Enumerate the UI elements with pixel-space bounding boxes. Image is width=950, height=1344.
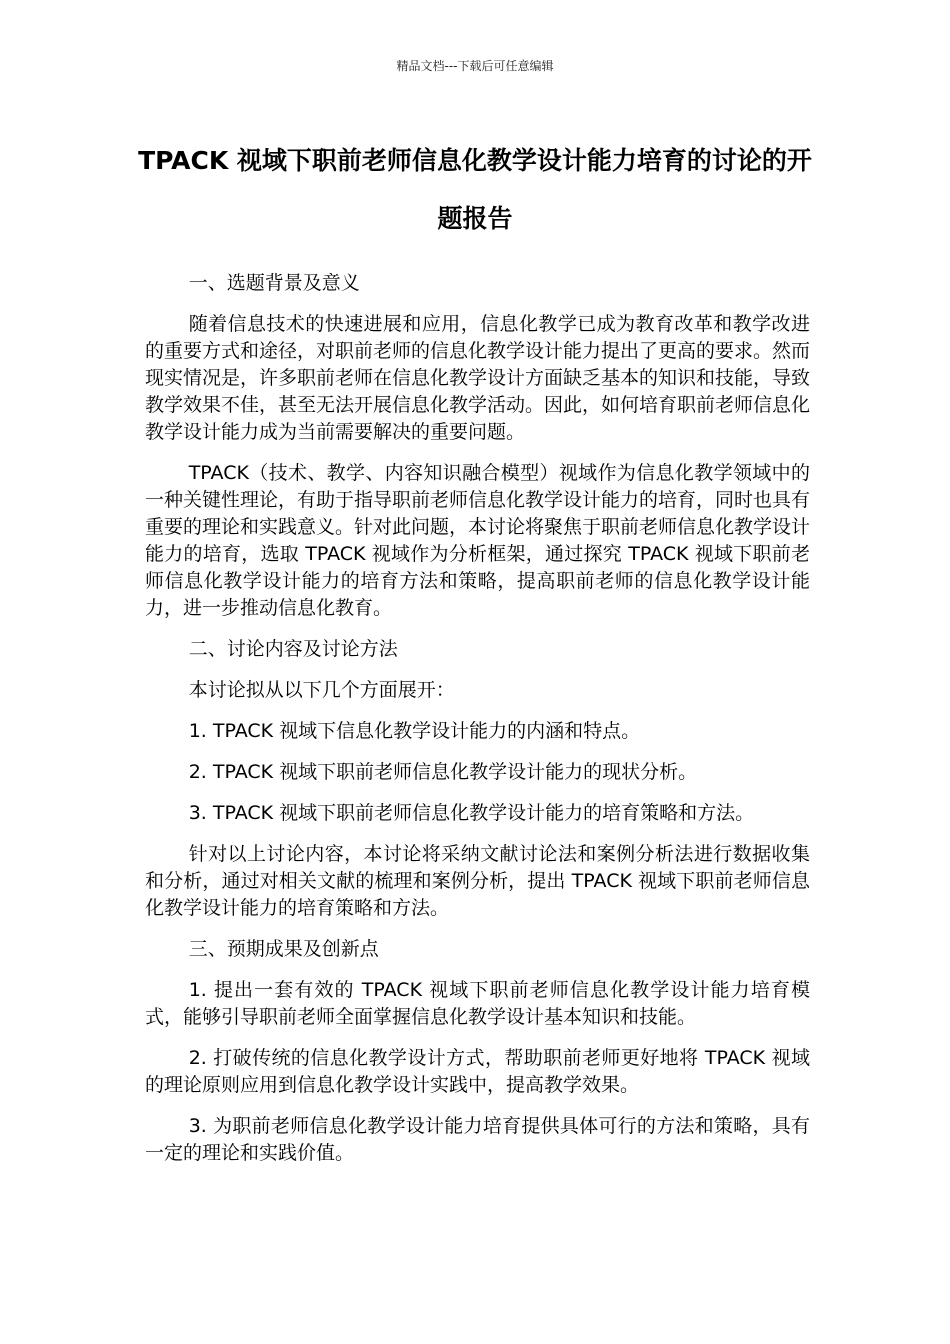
document-title: TPACK 视域下职前老师信息化教学设计能力培育的讨论的开题报告 (138, 146, 812, 233)
list-item-content-3: 3. TPACK 视域下职前老师信息化教学设计能力的培育策略和方法。 (188, 802, 755, 824)
paragraph-background-2: TPACK（技术、教学、内容知识融合模型）视域作为信息化教学领域中的一种关键性理论，有助于指导职前老师信息化教学设计能力的培育，同时也具有重要的理论和实践意义。针对此问题，本讨论将聚焦于职前老师信息化教学设计能力的培育，选取 TPACK 视域作为分析框架，通过探究 TPACK 视域下职前老师信息化教学设计能力的培育方法和策略，提高职前老师的信息化教学设计能力，进一步推动信息化教育。 (145, 462, 811, 619)
paragraph-methods: 针对以上讨论内容，本讨论将采纳文献讨论法和案例分析法进行数据收集和分析，通过对相关文献的梳理和案例分析，提出 TPACK 视域下职前老师信息化教学设计能力的培育策略和方法。 (145, 843, 810, 919)
list-item-content-1: 1. TPACK 视域下信息化教学设计能力的内涵和特点。 (188, 720, 641, 742)
section-heading-content-methods: 二、讨论内容及讨论方法 (188, 638, 398, 660)
list-item-outcome-3: 3. 为职前老师信息化教学设计能力培育提供具体可行的方法和策略，具有一定的理论和实践价值。 (145, 1115, 810, 1164)
section-heading-background: 一、选题背景及意义 (188, 272, 360, 294)
paragraph-content-intro: 本讨论拟从以下几个方面展开： (188, 679, 455, 701)
header-note: 精品文档---下载后可任意编辑 (396, 59, 554, 73)
list-item-outcome-1: 1. 提出一套有效的 TPACK 视域下职前老师信息化教学设计能力培育模式，能够引导职前老师全面掌握信息化教学设计基本知识和技能。 (145, 979, 810, 1028)
paragraph-background-1: 随着信息技术的快速进展和应用，信息化教学已成为教育改革和教学改进的重要方式和途径，对职前老师的信息化教学设计能力提出了更高的要求。然而现实情况是，许多职前老师在信息化教学设计方面缺乏基本的知识和技能，导致教学效果不佳，甚至无法开展信息化教学活动。因此，如何培育职前老师信息化教学设计能力成为当前需要解决的重要问题。 (145, 313, 811, 443)
list-item-content-2: 2. TPACK 视域下职前老师信息化教学设计能力的现状分析。 (188, 761, 698, 783)
section-heading-outcomes: 三、预期成果及创新点 (188, 938, 379, 960)
list-item-outcome-2: 2. 打破传统的信息化教学设计方式，帮助职前老师更好地将 TPACK 视域的理论原则应用到信息化教学设计实践中，提高教学效果。 (145, 1047, 810, 1096)
document-body (145, 270, 810, 1181)
